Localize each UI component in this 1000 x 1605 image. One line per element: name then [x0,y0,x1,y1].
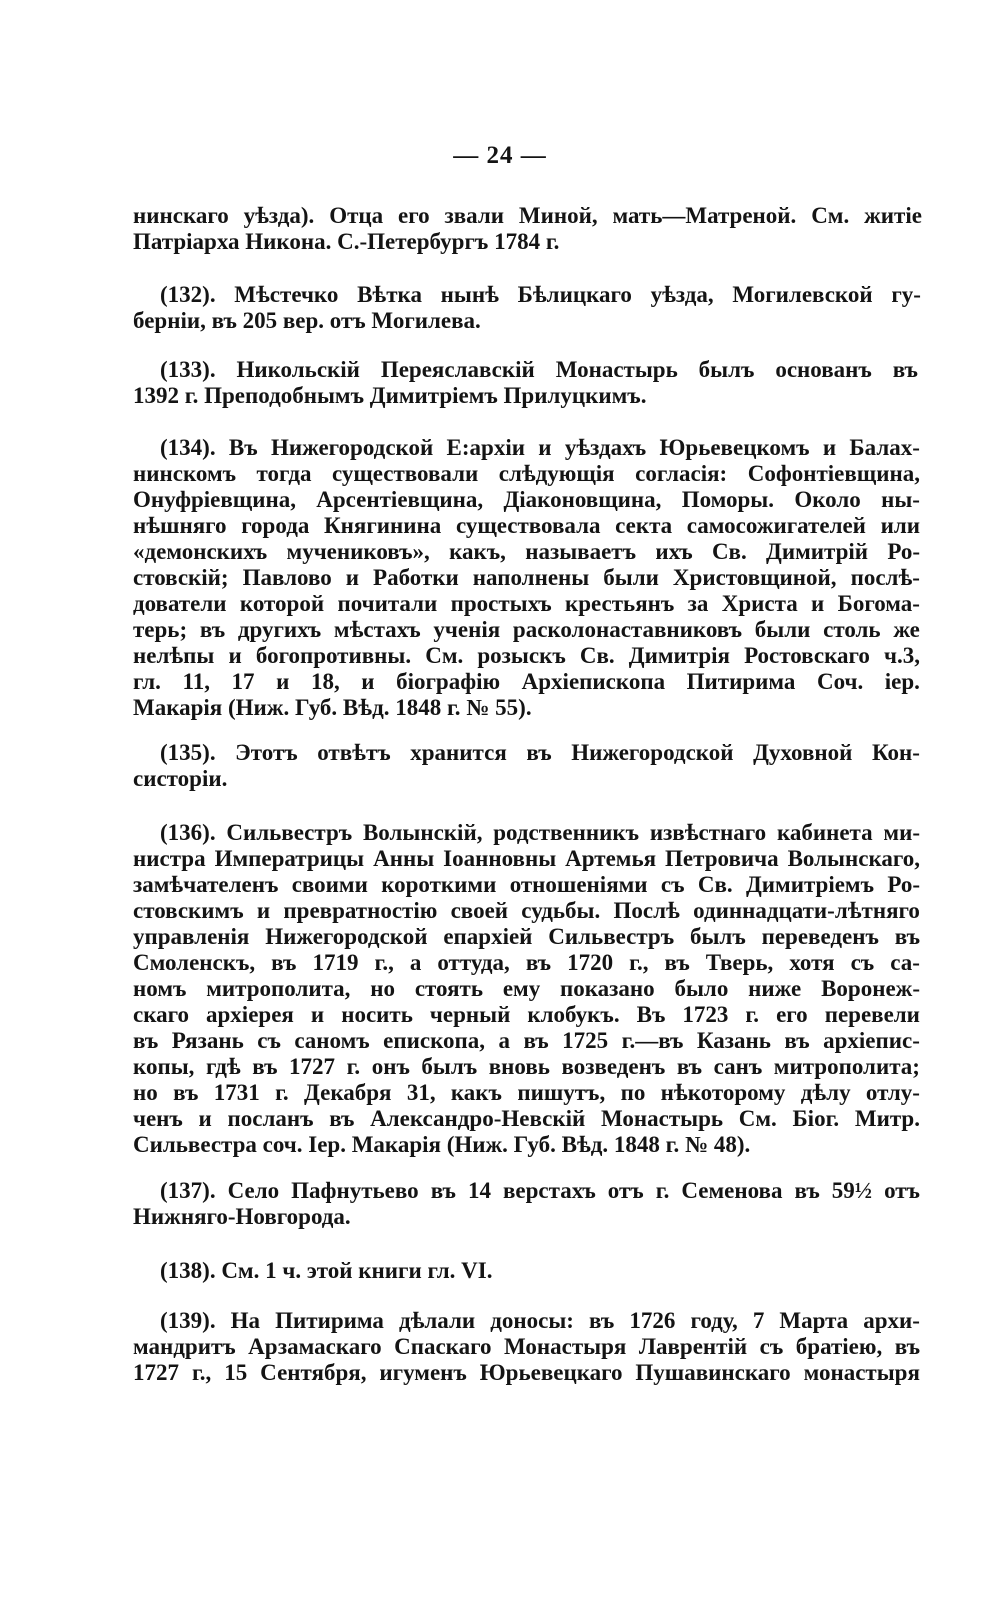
text-line: 1727 г., 15 Сентября, игуменъ Юрьевецкаго Пушавинскаго монастыря [133,1360,920,1385]
text-line: ченъ и посланъ въ Александро-Невскій Монастырь См. Біог. Митр. [133,1106,920,1131]
text-line: (134). Въ Нижегородской Е:архіи и уѣздахъ Юрьевецкомъ и Балах- [160,435,920,460]
text-line: номъ митрополита, но стоять ему показано было ниже Воронеж- [133,976,920,1001]
text-line: систоріи. [133,766,228,791]
text-line: нинскомъ тогда существовали слѣдующія согласія: Софонтіевщина, [133,461,920,486]
text-line: берніи, въ 205 вер. отъ Могилева. [133,308,481,333]
text-line: стовскимъ и превратностію своей судьбы. Послѣ одиннадцати-лѣтняго [133,898,920,923]
text-line: (137). Село Пафнутьево въ 14 верстахъ отъ г. Семенова въ 59½ отъ [160,1178,920,1203]
text-line: стовскій; Павлово и Работки наполнены были Христовщиной, послѣ- [133,565,920,590]
text-line: гл. 11, 17 и 18, и біографію Архіепископа Питирима Соч. іер. [133,669,920,694]
text-line: Нижняго-Новгорода. [133,1204,351,1229]
text-line: нелѣпы и богопротивны. См. розыскъ Св. Димитрія Ростовскаго ч.3, [133,643,920,668]
text-line: но въ 1731 г. Декабря 31, какъ пишутъ, по нѣкоторому дѣлу отлу- [133,1080,920,1105]
text-line: нистра Императрицы Анны Іоанновны Артемья Петровича Волынскаго, [133,846,920,871]
page-number: — 24 — [453,142,547,169]
text-line: 1392 г. Преподобнымъ Димитріемъ Прилуцкимъ. [133,383,647,408]
text-line: (139). На Питирима дѣлали доносы: въ 1726 году, 7 Марта архи- [160,1308,920,1333]
text-line: «демонскихъ мучениковъ», какъ, называетъ ихъ Св. Димитрій Ро- [133,539,920,564]
text-line: Патріарха Никона. С.-Петербургъ 1784 г. [133,229,560,254]
text-line: терь; въ другихъ мѣстахъ ученія расколонаставниковъ были столь же [133,617,920,642]
text-line: въ Рязань съ саномъ епископа, а въ 1725 г.—въ Казань въ архіепис- [133,1028,920,1053]
text-line: (133). Никольскій Переяславскій Монастырь былъ основанъ въ [160,357,918,382]
text-line: Онуфріевщина, Арсентіевщина, Діаконовщина, Поморы. Около ны- [133,487,920,512]
text-line: нинскаго уѣзда). Отца его звали Миной, мать—Матреной. См. житіе [133,203,922,228]
text-line: дователи которой почитали простыхъ крестьянъ за Христа и Богома- [133,591,920,616]
text-line: (132). Мѣстечко Вѣтка нынѣ Бѣлицкаго уѣзда, Могилевской гу- [160,282,921,307]
text-line: (135). Этотъ отвѣтъ хранится въ Нижегородской Духовной Кон- [160,740,920,765]
text-line: Сильвестра соч. Іер. Макарія (Ниж. Губ. Вѣд. 1848 г. № 48). [133,1132,751,1157]
text-line: копы, гдѣ въ 1727 г. онъ былъ вновь возведенъ въ санъ митрополита; [133,1054,920,1079]
text-line: управленія Нижегородской епархіей Сильвестръ былъ переведенъ въ [133,924,920,949]
text-line: мандритъ Арзамаскаго Спаскаго Монастыря Лаврентій съ братіею, въ [133,1334,920,1359]
text-line: нѣшняго города Княгинина существовала секта самосожигателей или [133,513,920,538]
text-line: замѣчателенъ своими короткими отношеніями съ Св. Димитріемъ Ро- [133,872,920,897]
text-line: Смоленскъ, въ 1719 г., а оттуда, въ 1720 г., въ Тверь, хотя съ са- [133,950,920,975]
text-line: скаго архіерея и носить черный клобукъ. Въ 1723 г. его перевели [133,1002,920,1027]
text-line: Макарія (Ниж. Губ. Вѣд. 1848 г. № 55). [133,695,532,720]
text-line: (138). См. 1 ч. этой книги гл. VI. [160,1258,493,1283]
text-line: (136). Сильвестръ Волынскій, родственникъ извѣстнаго кабинета ми- [160,820,920,845]
